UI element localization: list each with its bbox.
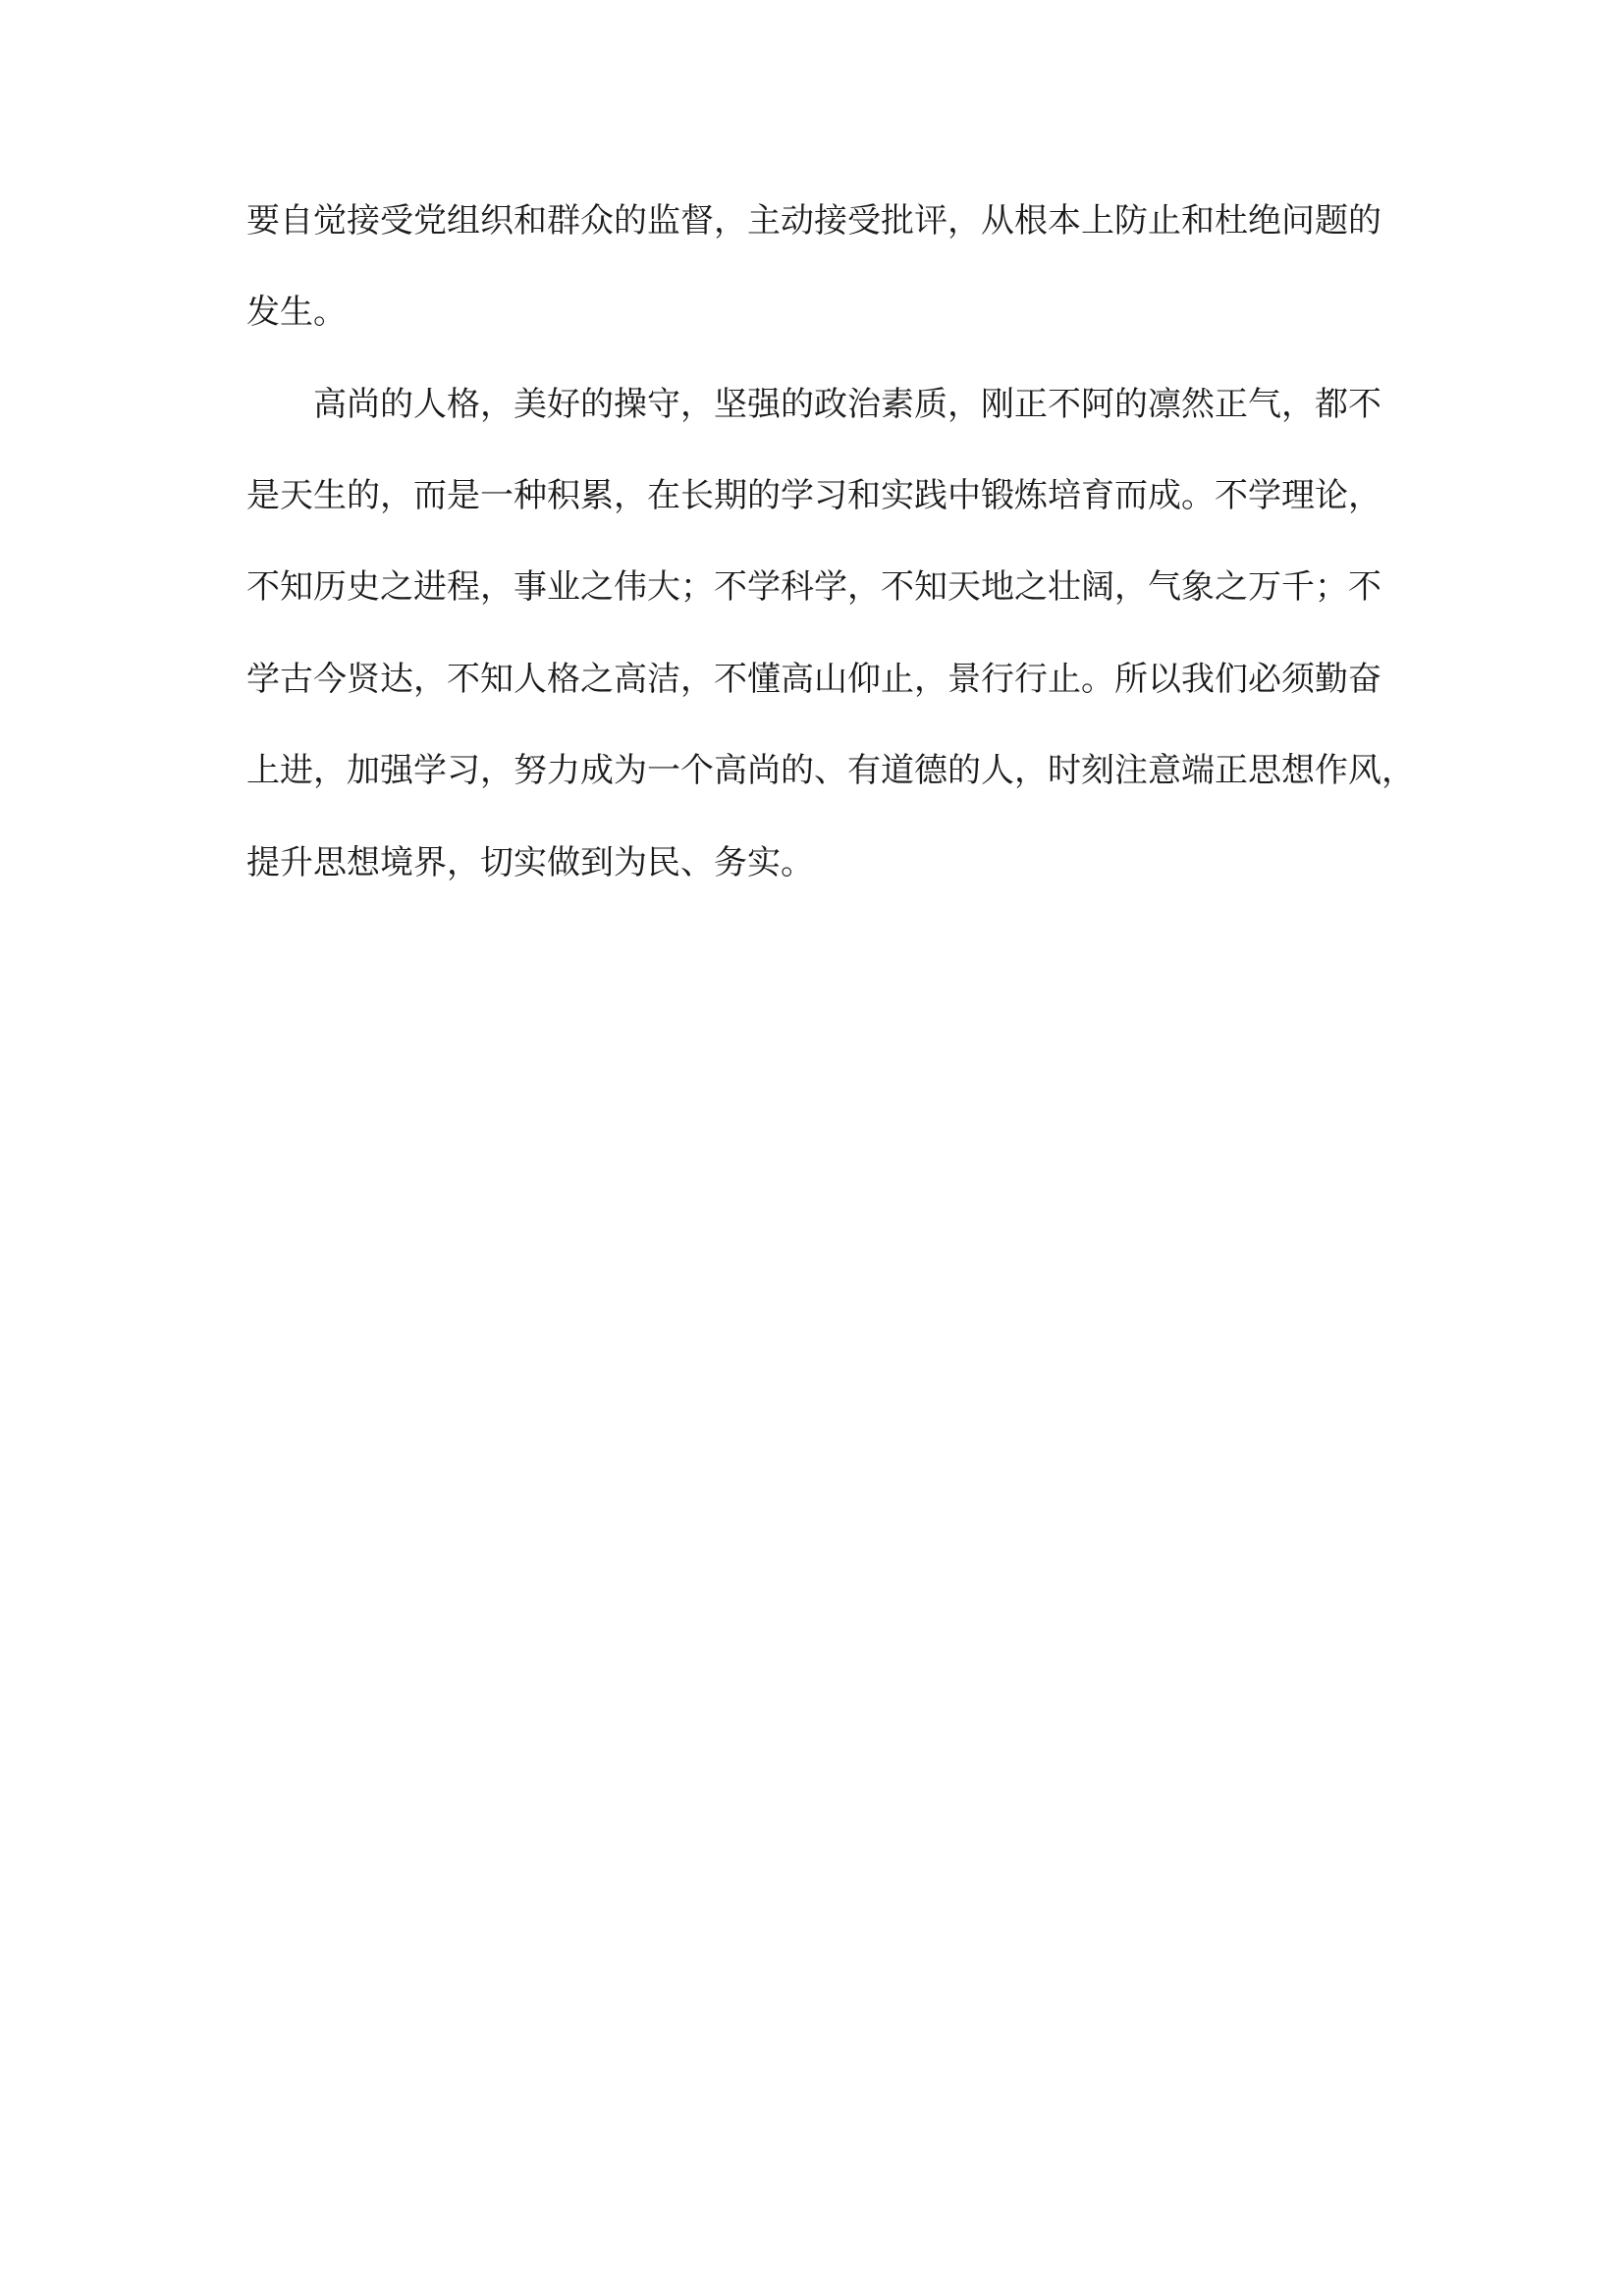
paragraph-2-line-2: 是天生的，而是一种积累，在长期的学习和实践中锻炼培育而成。不学理论， [246,476,1381,515]
paragraph-2-line-1: 高尚的人格，美好的操守，坚强的政治素质，刚正不阿的凛然正气，都不 [313,385,1381,424]
paragraph-2-line-6: 提升思想境界，切实做到为民、务实。 [246,843,814,882]
paragraph-2-line-4: 学古今贤达，不知人格之高洁，不懂高山仰止，景行行止。所以我们必须勤奋 [246,660,1381,699]
paragraph-2-line-5: 上进，加强学习，努力成为一个高尚的、有道德的人，时刻注意端正思想作风， [246,751,1415,790]
paragraph-1-line-2: 发生。 [246,293,347,332]
paragraph-2-line-3: 不知历史之进程，事业之伟大；不学科学，不知天地之壮阔，气象之万千；不 [246,567,1381,607]
paragraph-1-line-1: 要自觉接受党组织和群众的监督，主动接受批评，从根本上防止和杜绝问题的 [246,201,1381,240]
